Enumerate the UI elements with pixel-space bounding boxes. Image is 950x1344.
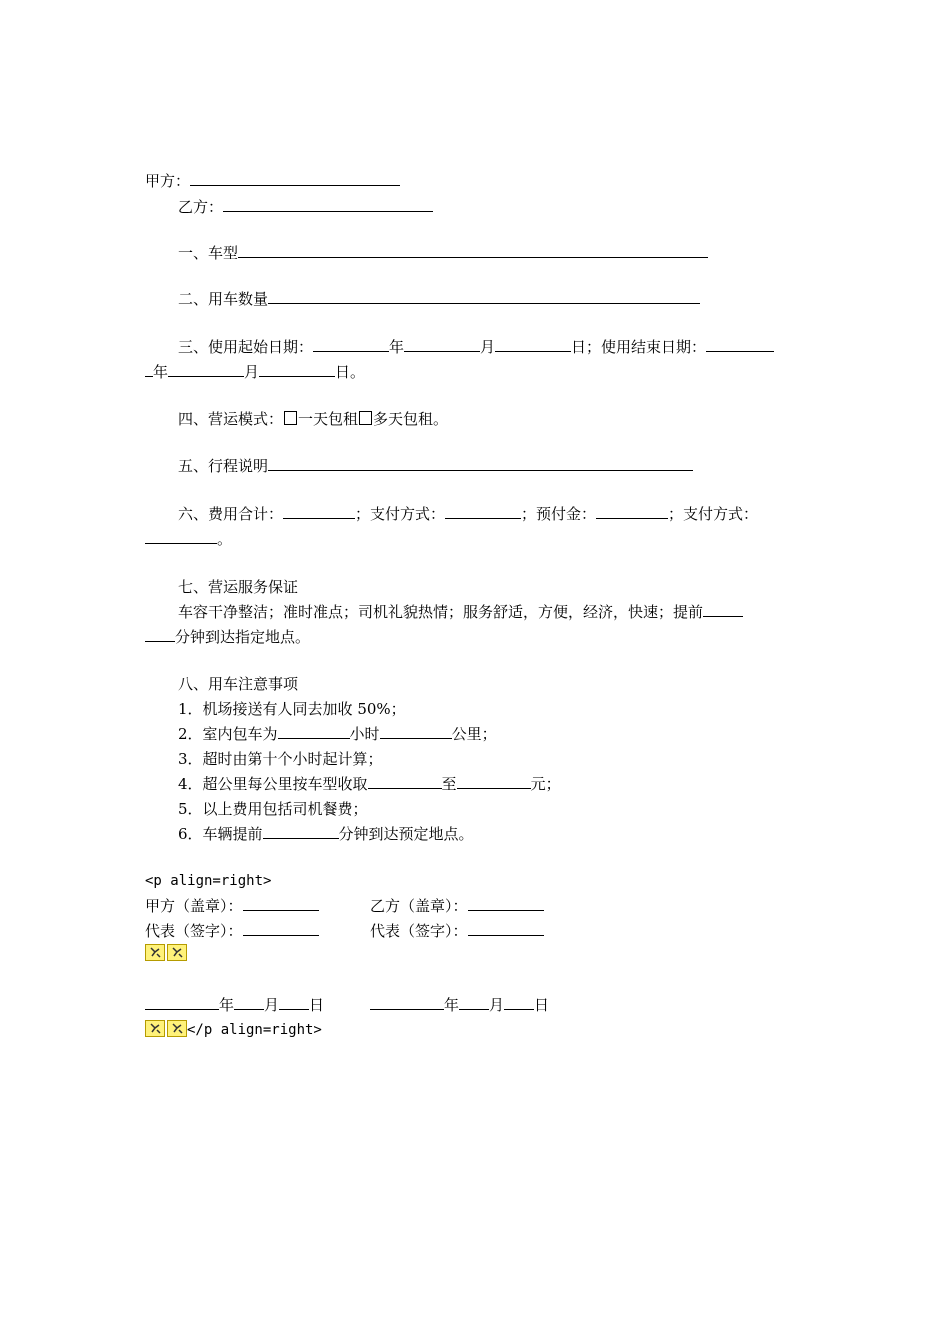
party-b-month-blank [459,995,489,1010]
party-a-seal-label: 甲方（盖章）： [145,897,243,915]
service-guarantee-text: 车容干净整洁；准时准点；司机礼貌热情；服务舒适，方便，经济，快速；提前 [178,603,704,621]
fees-end: 。 [217,530,233,548]
section-fees-cont [145,528,232,550]
note-4-text-c: 元； [530,775,561,793]
end-month-label: 月 [244,363,260,381]
image-placeholders-2 [145,1018,322,1041]
note-6-text-a: 6．车辆提前 [178,825,263,843]
note-3-text: 3．超时由第十个小时起计算； [178,750,383,768]
prepayment-label: ；预付金： [521,505,597,523]
vehicle-count-blank [268,289,700,304]
party-b-line [178,196,433,218]
note-5 [178,798,368,820]
note-6-minutes-blank [263,824,339,839]
party-a-day-label: 日 [309,996,325,1014]
service-minutes-blank-part2 [145,627,175,642]
note-1 [178,698,406,720]
note-6 [178,823,474,845]
rep-row-a [145,920,319,942]
itinerary-blank [268,456,693,471]
party-b-label: 乙方： [178,198,224,216]
start-year-label: 年 [389,338,405,356]
note-5-text: 5．以上费用包括司机餐费； [178,800,368,818]
end-day-label: 日。 [335,363,366,381]
section-dates-cont [145,361,365,383]
party-a-month-blank [234,995,264,1010]
note-4-text-a: 4．超公里每公里按车型收取 [178,775,368,793]
party-a-rep-blank [243,921,319,936]
seal-row-a [145,895,319,917]
party-b-year-label: 年 [444,996,460,1014]
start-date-label: 三、使用起始日期： [178,338,314,356]
section-vehicle-type-label: 一、车型 [178,244,239,262]
section-vehicle-count-label: 二、用车数量 [178,290,269,308]
total-fee-label: 六、费用合计： [178,505,284,523]
note-4 [178,773,561,795]
raw-p-close-text: </p align=right> [187,1022,322,1038]
itinerary-label: 五、行程说明 [178,457,269,475]
start-month-label: 月 [480,338,496,356]
multi-day-checkbox[interactable] [359,411,372,425]
note-2-hours-blank [278,724,350,739]
party-b-day-label: 日 [534,996,550,1014]
section-fees [178,503,758,525]
party-a-year-blank [145,995,219,1010]
party-a-day-blank [279,995,309,1010]
section-operation-mode [178,408,448,430]
party-b-day-blank [504,995,534,1010]
start-day-blank [495,337,571,352]
operation-mode-label: 四、营运模式： [178,410,284,428]
party-b-seal-blank [468,896,544,911]
broken-image-icon [167,944,187,961]
end-date-label: 日；使用结束日期： [571,338,707,356]
note-2-text-a: 2．室内包车为 [178,725,278,743]
section-itinerary [178,455,693,477]
section-service-text-cont [145,626,310,648]
rep-row-b [370,920,544,942]
end-year-label: 年 [153,363,169,381]
seal-row-b [370,895,544,917]
multi-day-label: 多天包租。 [373,410,449,428]
end-year-blank-part2 [145,362,153,377]
section-vehicle-type [178,242,708,264]
party-b-blank [223,197,433,212]
party-b-year-blank [370,995,444,1010]
party-a-month-label: 月 [264,996,280,1014]
party-a-seal-blank [243,896,319,911]
service-guarantee-title: 七、营运服务保证 [178,578,299,596]
payment-method-2-label: ；支付方式： [668,505,759,523]
party-a-year-label: 年 [219,996,235,1014]
party-b-rep-label: 代表（签字）： [370,922,468,940]
broken-image-icon [145,1020,165,1037]
end-day-blank [259,362,335,377]
note-3 [178,748,383,770]
start-month-blank [404,337,480,352]
end-month-blank [168,362,244,377]
party-b-rep-blank [468,921,544,936]
payment-method-2-blank [145,529,217,544]
end-year-blank-part1 [706,337,774,352]
total-fee-blank [283,504,355,519]
date-row-b [370,994,549,1016]
service-minutes-blank-part1 [703,602,743,617]
image-placeholders-1 [145,942,187,964]
note-1-text: 1．机场接送有人同去加收 50%； [178,700,406,718]
date-row-a [145,994,324,1016]
raw-p-open-text: <p align=right> [145,873,272,889]
note-6-text-b: 分钟到达预定地点。 [338,825,474,843]
one-day-checkbox[interactable] [284,411,297,425]
section-dates [178,336,774,358]
broken-image-icon [167,1020,187,1037]
note-2-km-blank [380,724,452,739]
party-b-seal-label: 乙方（盖章）： [370,897,468,915]
raw-p-open-tag [145,870,271,892]
note-2 [178,723,497,745]
prepayment-blank [596,504,668,519]
section-service-text [178,601,743,623]
party-a-rep-label: 代表（签字）： [145,922,243,940]
party-a-blank [190,171,400,186]
note-4-min-blank [368,774,442,789]
party-b-month-label: 月 [489,996,505,1014]
notes-title: 八、用车注意事项 [178,675,299,693]
service-guarantee-text-end: 分钟到达指定地点。 [175,628,311,646]
note-2-text-b: 小时 [349,725,380,743]
one-day-label: 一天包租 [298,410,359,428]
note-4-text-b: 至 [441,775,457,793]
section-notes-title [178,673,298,695]
note-4-max-blank [457,774,531,789]
broken-image-icon [145,944,165,961]
start-year-blank [313,337,389,352]
section-service-title [178,576,298,598]
payment-method-label: ；支付方式： [355,505,446,523]
payment-method-blank [445,504,521,519]
vehicle-type-blank [238,243,708,258]
section-vehicle-count [178,288,700,310]
party-a-label: 甲方： [145,172,191,190]
party-a-line [145,170,400,192]
note-2-text-c: 公里； [451,725,497,743]
